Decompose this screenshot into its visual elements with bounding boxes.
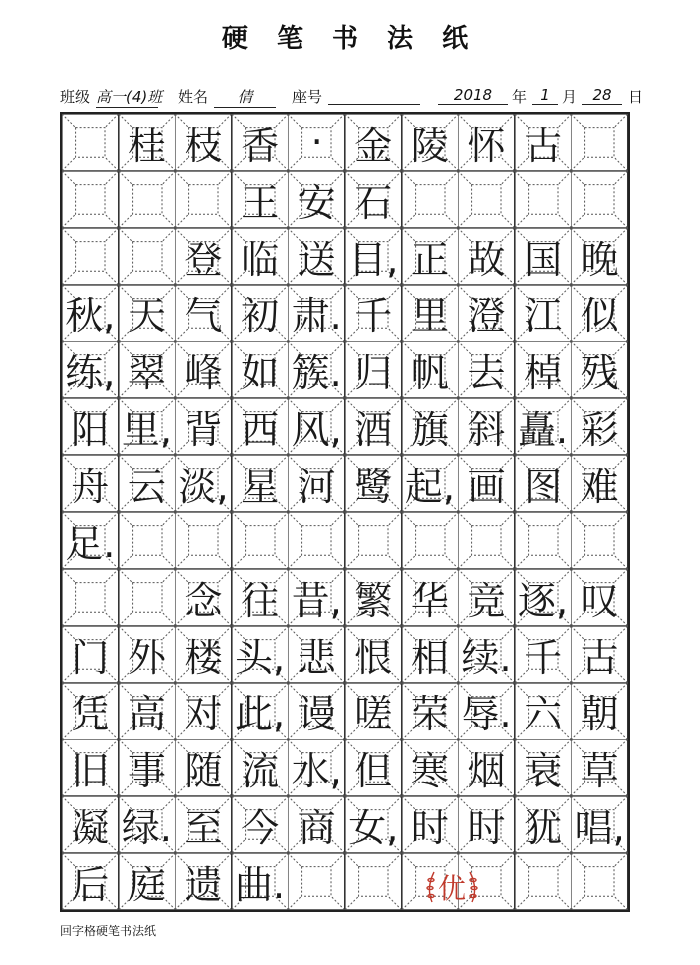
grid-cell (402, 398, 459, 455)
name-value: 倩 (214, 86, 276, 108)
grid-char: 练, (65, 351, 116, 396)
grid-cell (458, 171, 515, 228)
grid-cell (345, 228, 402, 285)
grid-char: 气 (184, 294, 223, 339)
grid-cell (175, 626, 232, 683)
grid-cell (288, 285, 345, 342)
grid-char: 头, (235, 635, 286, 680)
grid-char (119, 171, 176, 228)
grid-cell (119, 114, 176, 171)
grid-char: 晚 (580, 237, 619, 282)
grid-cell (402, 683, 459, 740)
grid-cell (402, 114, 459, 171)
month-value: 1 (532, 86, 558, 105)
grid-cell (571, 171, 628, 228)
grid-char: 高 (127, 692, 166, 737)
grid-cell (119, 853, 176, 910)
grid-cell (402, 796, 459, 853)
grid-cell (288, 341, 345, 398)
grid-cell (175, 512, 232, 569)
grid-cell (402, 341, 459, 398)
grid-char: 千 (354, 294, 393, 339)
grid-cell (288, 796, 345, 853)
grid-cell (402, 739, 459, 796)
grid-cell (515, 228, 572, 285)
grid-char: 风, (291, 408, 342, 453)
grid-cell (119, 228, 176, 285)
grid-char (458, 171, 515, 228)
grid-cell (345, 171, 402, 228)
grid-cell (288, 853, 345, 910)
grid-char: 此, (235, 692, 286, 737)
grid-char: 嗟 (354, 692, 393, 737)
grid-cell (288, 114, 345, 171)
grid-char: 草 (580, 749, 619, 794)
grid-cell (345, 683, 402, 740)
grid-char: 遗 (184, 863, 223, 908)
grid-char (571, 853, 628, 910)
grid-char: 衰 (524, 749, 563, 794)
page-title: 硬 笔 书 法 纸 (221, 24, 479, 54)
grid-char: 国 (524, 237, 563, 282)
grid-char: 曲. (235, 863, 286, 908)
grid-char: 外 (127, 635, 166, 680)
grid-char: 昔, (291, 578, 342, 623)
grid-char: 河 (297, 465, 336, 510)
grid-cell (232, 626, 289, 683)
grid-char: 六 (524, 692, 563, 737)
grid-cell (571, 853, 628, 910)
grid-cell (571, 569, 628, 626)
grid-char: 肃. (291, 294, 342, 339)
grid-cell (458, 796, 515, 853)
grid-char (515, 853, 572, 910)
grid-cell (458, 228, 515, 285)
grid-cell (175, 285, 232, 342)
grid-cell (458, 683, 515, 740)
grid-cell (62, 796, 119, 853)
grid-cell (515, 171, 572, 228)
grid-cell (458, 114, 515, 171)
grid-cell (345, 341, 402, 398)
grid-cell (345, 398, 402, 455)
grid-char (175, 512, 232, 569)
grid-cell (515, 569, 572, 626)
grid-char (232, 512, 289, 569)
grid-char: 古 (524, 123, 563, 168)
grid-char: 送 (297, 237, 336, 282)
grid-char: 金 (354, 123, 393, 168)
grid-char: 相 (410, 635, 449, 680)
grid-char: 古 (580, 635, 619, 680)
grid-cell (119, 512, 176, 569)
grid-cell (345, 285, 402, 342)
grid-char: 归 (354, 351, 393, 396)
grid-char (62, 114, 119, 171)
grid-char: 寒 (410, 749, 449, 794)
grid-char: 西 (241, 408, 280, 453)
grid-cell (175, 171, 232, 228)
grid-char: 图 (524, 465, 563, 510)
grid-cell (288, 171, 345, 228)
grid-char (571, 114, 628, 171)
grid-cell (345, 455, 402, 512)
grid-char: 初 (241, 294, 280, 339)
grid-char: 去 (467, 351, 506, 396)
grid-char: 足. (65, 521, 116, 566)
grid-char: 对 (184, 692, 223, 737)
grid-cell (175, 569, 232, 626)
grid-char (402, 512, 459, 569)
grid-cell (175, 683, 232, 740)
grid-char: 如 (241, 351, 280, 396)
grid-char: 星 (241, 465, 280, 510)
grid-char: 时 (467, 806, 506, 851)
grid-char: 舟 (71, 465, 110, 510)
grid-cell (458, 512, 515, 569)
grid-cell (62, 853, 119, 910)
grid-char: 临 (241, 237, 280, 282)
class-value: 高一(4)班 (96, 88, 163, 106)
grid-char: 彩 (580, 408, 619, 453)
seal-text: 优 (437, 872, 467, 905)
grid-char: 背 (184, 408, 223, 453)
grid-char: 叹 (580, 578, 619, 623)
grid-cell (288, 569, 345, 626)
grid-char: 棹 (524, 351, 563, 396)
grid-cell (62, 683, 119, 740)
grid-char: 朝 (580, 692, 619, 737)
grid-char (119, 228, 176, 285)
grid-char: 里 (410, 294, 449, 339)
grid-char: 怀 (467, 123, 506, 168)
year-label: 年 (512, 88, 528, 106)
grid-char: 安 (297, 180, 336, 225)
grid-char: 翠 (127, 351, 166, 396)
grid-cell (175, 853, 232, 910)
grid-char: 时 (410, 806, 449, 851)
grid-char: 陵 (410, 123, 449, 168)
grid-char: 似 (580, 294, 619, 339)
grid-cell (345, 796, 402, 853)
grid-char: · (310, 120, 323, 165)
grid-char: 簇. (291, 351, 342, 396)
grid-cell (458, 739, 515, 796)
grid-cell (119, 683, 176, 740)
grid-char: 楼 (184, 635, 223, 680)
grid-char: 犹 (524, 806, 563, 851)
grid-cell (458, 398, 515, 455)
grid-char: 峰 (184, 351, 223, 396)
grid-cell (345, 853, 402, 910)
grid-char: 云 (127, 465, 166, 510)
grid-char: 千 (524, 635, 563, 680)
class-label: 班级 (60, 88, 91, 106)
grid-cell (571, 114, 628, 171)
grid-cell (288, 683, 345, 740)
grid-cell (175, 796, 232, 853)
grid-cell (232, 114, 289, 171)
grid-cell (232, 455, 289, 512)
grid-cell (345, 569, 402, 626)
grid-cell (571, 228, 628, 285)
grid-cell (345, 626, 402, 683)
seat-value (328, 86, 420, 105)
grid-char (515, 171, 572, 228)
grid-char: 矗. (518, 408, 569, 453)
grid-cell (119, 796, 176, 853)
grid-char: 华 (410, 578, 449, 623)
grid-cell (515, 341, 572, 398)
grid-cell (119, 171, 176, 228)
grid-cell (402, 285, 459, 342)
grid-cell (119, 626, 176, 683)
grid-cell (345, 739, 402, 796)
grid-cell (515, 398, 572, 455)
grid-char: 谩 (297, 692, 336, 737)
grid-cell (232, 739, 289, 796)
grid-cell (515, 285, 572, 342)
grid-char: 至 (184, 806, 223, 851)
grid-cell (232, 398, 289, 455)
paper-footer: 回字格硬笔书法纸 (60, 924, 157, 938)
grid-cell (232, 171, 289, 228)
grid-char (62, 228, 119, 285)
grid-cell (571, 512, 628, 569)
grid-cell (175, 114, 232, 171)
grid-char: 悲 (297, 635, 336, 680)
grid-char: 往 (241, 578, 280, 623)
grid-cell (232, 341, 289, 398)
grid-char: 阳 (71, 408, 110, 453)
grid-char: 荣 (410, 692, 449, 737)
grid-char: 起, (404, 465, 455, 510)
grid-cell (571, 455, 628, 512)
grid-char: 旧 (71, 749, 110, 794)
grid-char: 繁 (354, 578, 393, 623)
grid-cell (288, 739, 345, 796)
grid-char: 鹭 (354, 465, 393, 510)
grid-char: 旗 (410, 408, 449, 453)
grid-char: 唱, (574, 806, 625, 851)
grid-cell (62, 285, 119, 342)
grid-char (345, 512, 402, 569)
grid-cell (288, 512, 345, 569)
grid-char: 石 (354, 180, 393, 225)
grid-cell (571, 796, 628, 853)
grid-cell (345, 114, 402, 171)
grid-char: 酒 (354, 408, 393, 453)
grid-cell (571, 398, 628, 455)
grid-char: 事 (127, 749, 166, 794)
writing-grid (60, 112, 630, 912)
grid-char (175, 171, 232, 228)
grid-char (571, 512, 628, 569)
grid-cell (232, 285, 289, 342)
grid-char: 秋, (65, 294, 116, 339)
grid-char: 里, (121, 408, 172, 453)
grid-char: 烟 (467, 749, 506, 794)
grid-cell (62, 739, 119, 796)
grid-cell (458, 455, 515, 512)
grid-char: 辱. (461, 692, 512, 737)
grid-char: 目, (348, 237, 399, 282)
grid-cell (288, 455, 345, 512)
grid-cell (119, 341, 176, 398)
grid-cell (515, 739, 572, 796)
grid-cell (458, 341, 515, 398)
grid-cell (515, 796, 572, 853)
grid-cell (571, 626, 628, 683)
grid-char: 竞 (467, 578, 506, 623)
grid-cell (119, 739, 176, 796)
grid-cell (458, 569, 515, 626)
grid-cell (62, 171, 119, 228)
grid-char: 登 (184, 237, 223, 282)
grid-char (288, 853, 345, 910)
grid-cell (515, 853, 572, 910)
grid-char: 商 (297, 806, 336, 851)
grid-char: 绿. (121, 806, 172, 851)
grid-char: 枝 (184, 123, 223, 168)
grid-cell (402, 171, 459, 228)
grid-cell (119, 455, 176, 512)
grid-char: 流 (241, 749, 280, 794)
grid-cell (175, 228, 232, 285)
grid-char: 王 (241, 180, 280, 225)
grid-char (345, 853, 402, 910)
grid-char: 凭 (71, 692, 110, 737)
grid-char: 江 (524, 294, 563, 339)
grid-char: 恨 (354, 635, 393, 680)
grid-cell (402, 626, 459, 683)
grid-char (119, 569, 176, 626)
grid-cell (232, 796, 289, 853)
grid-cell (345, 512, 402, 569)
grid-char: 但 (354, 749, 393, 794)
grid-cell (515, 512, 572, 569)
grid-char (62, 171, 119, 228)
day-value: 28 (582, 86, 622, 105)
grid-cell (62, 341, 119, 398)
grid-char: 天 (127, 294, 166, 339)
grid-char: 难 (580, 465, 619, 510)
grid-char: 香 (241, 123, 280, 168)
name-label: 姓名 (178, 88, 209, 106)
grid-cell (175, 341, 232, 398)
grid-char (458, 512, 515, 569)
grid-cell (571, 739, 628, 796)
grid-cell (62, 569, 119, 626)
grid-char (62, 569, 119, 626)
grid-cell (571, 683, 628, 740)
grid-cell (515, 455, 572, 512)
grid-cell (232, 228, 289, 285)
grid-cell (119, 398, 176, 455)
grid-cell (62, 626, 119, 683)
grid-cell (62, 114, 119, 171)
grid-cell (458, 626, 515, 683)
year-value: 2018 (438, 86, 508, 105)
excellent-seal (422, 862, 482, 910)
grid-char: 水, (291, 749, 342, 794)
grid-cell (288, 228, 345, 285)
grid-char (119, 512, 176, 569)
grid-char: 残 (580, 351, 619, 396)
grid-cell (62, 228, 119, 285)
grid-cell (232, 853, 289, 910)
grid-cell (175, 398, 232, 455)
grid-char: 门 (71, 635, 110, 680)
grid-char: 澄 (467, 294, 506, 339)
grid-char: 女, (348, 806, 399, 851)
grid-char: 庭 (127, 863, 166, 908)
grid-char (402, 171, 459, 228)
grid-char: 故 (467, 237, 506, 282)
grid-cell (402, 455, 459, 512)
grid-char: 淡, (178, 465, 229, 510)
info-line (60, 84, 650, 106)
grid-char: 画 (467, 465, 506, 510)
grid-cell (515, 626, 572, 683)
grid-cell (119, 285, 176, 342)
grid-cell (62, 398, 119, 455)
seat-label: 座号 (292, 88, 323, 106)
grid-cell (119, 569, 176, 626)
grid-char (515, 512, 572, 569)
grid-cell (62, 512, 119, 569)
day-label: 日 (628, 88, 644, 106)
grid-cell (515, 114, 572, 171)
month-label: 月 (562, 88, 578, 106)
grid-cell (402, 569, 459, 626)
grid-char (288, 512, 345, 569)
grid-cell (402, 228, 459, 285)
grid-char: 续. (461, 635, 512, 680)
grid-cell (288, 626, 345, 683)
grid-char: 后 (71, 863, 110, 908)
grid-cell (175, 739, 232, 796)
grid-cell (571, 341, 628, 398)
grid-char: 正 (410, 237, 449, 282)
grid-char: 凝 (71, 806, 110, 851)
grid-cell (571, 285, 628, 342)
grid-char: 桂 (127, 123, 166, 168)
grid-char: 斜 (467, 408, 506, 453)
grid-cell (62, 455, 119, 512)
grid-char: 念 (184, 578, 223, 623)
grid-cell (232, 683, 289, 740)
grid-cell (232, 512, 289, 569)
grid-cell (232, 569, 289, 626)
grid-char (571, 171, 628, 228)
grid-cell (175, 455, 232, 512)
grid-cell (458, 285, 515, 342)
grid-cell (402, 512, 459, 569)
grid-cell (515, 683, 572, 740)
grid-char: 随 (184, 749, 223, 794)
grid-char: 逐, (518, 578, 569, 623)
grid-char: 帆 (410, 351, 449, 396)
grid-char: 今 (241, 806, 280, 851)
grid-cell (288, 398, 345, 455)
